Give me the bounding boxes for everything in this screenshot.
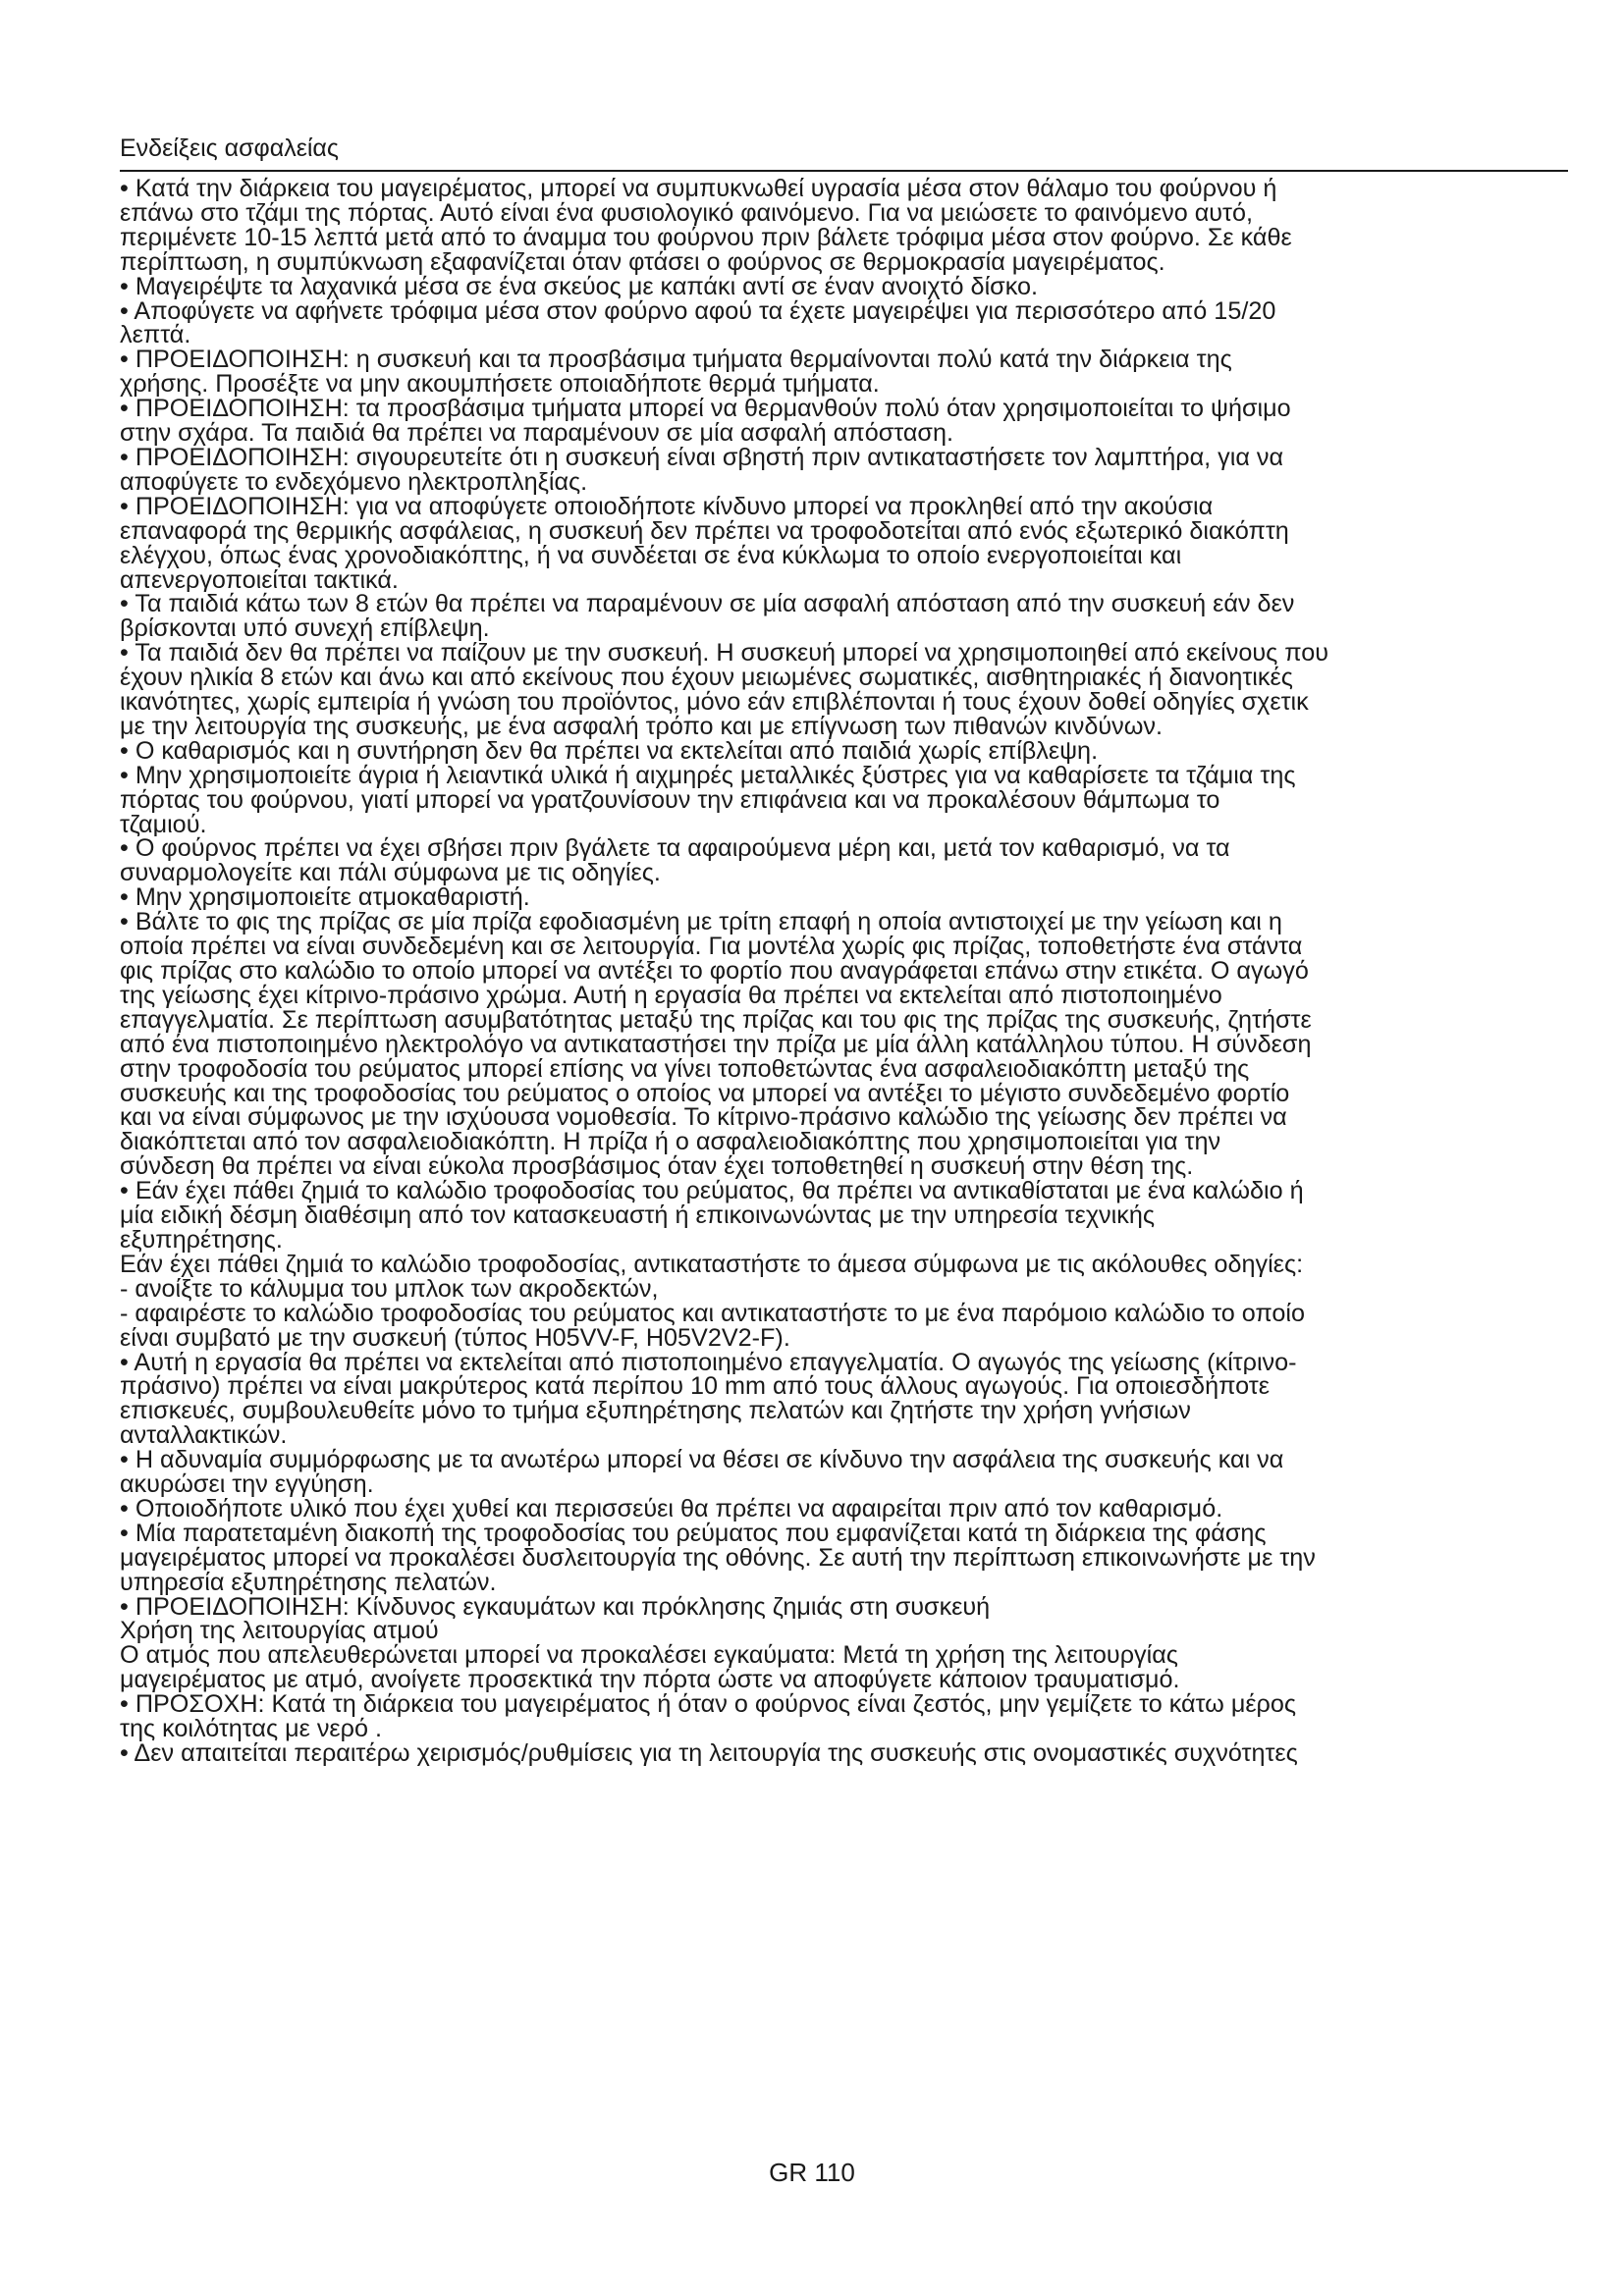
text-line: - ανοίξτε το κάλυμμα του μπλοκ των ακροδεκτών, — [120, 1276, 659, 1302]
text-line: • Κατά την διάρκεια του μαγειρέματος, μπορεί να συμπυκνωθεί υγρασία μέσα στον θάλαμο του φούρνου ή — [120, 177, 1277, 201]
text-line: ακυρώσει την εγγύηση. — [120, 1472, 374, 1497]
text-line: μαγειρέματος μπορεί να προκαλέσει δυσλειτουργία της οθόνης. Σε αυτή την περίπτωση επικοινωνήστε με την — [120, 1545, 1316, 1571]
text-line: επισκευές, συμβουλευθείτε μόνο το τμήμα εξυπηρέτησης πελατών και ζητήστε την χρήση γνήσιων — [120, 1399, 1191, 1424]
text-line: διακόπτεται από τον ασφαλειοδιακόπτη. Η πρίζα ή ο ασφαλειοδιακόπτης που χρησιμοποιείται για την — [120, 1130, 1221, 1155]
text-line: συσκευής και της τροφοδοσίας του ρεύματος ο οποίος να μπορεί να αντέξει το μέγιστο συνδεδεμένο φορτίο — [120, 1081, 1290, 1106]
text-line: πράσινο) πρέπει να είναι μακρύτερος κατά περίπου 10 mm από τους άλλους αγωγούς. Για οποιεσδήποτε — [120, 1374, 1270, 1400]
text-line: εξυπηρέτησης. — [120, 1227, 283, 1253]
text-line: • Τα παιδιά κάτω των 8 ετών θα πρέπει να παραμένουν σε μία ασφαλή απόσταση από την συσκευή εάν δεν — [120, 592, 1295, 617]
text-line: • Τα παιδιά δεν θα πρέπει να παίζουν με την συσκευή. Η συσκευή μπορεί να χρησιμοποιηθεί από εκείνους που — [120, 641, 1329, 667]
text-line: • Ο φούρνος πρέπει να έχει σβήσει πριν βγάλετε τα αφαιρούμενα μέρη και, μετά τον καθαρισμό, να τα — [120, 836, 1230, 862]
text-line: - αφαιρέστε το καλώδιο τροφοδοσίας του ρεύματος και αντικαταστήστε το με ένα παρόμοιο καλώδιο το οποίο — [120, 1301, 1306, 1326]
text-line: • ΠΡΟΕΙΔΟΠΟΙΗΣΗ: για να αποφύγετε οποιοδήποτε κίνδυνο μπορεί να προκληθεί από την ακούσια — [120, 494, 1214, 519]
text-line: τζαμιού. — [120, 812, 207, 837]
text-line: • Δεν απαιτείται περαιτέρω χειρισμός/ρυθμίσεις για τη λειτουργία της συσκευής στις ονομαστικές συχνότητες — [120, 1741, 1298, 1766]
text-line: μία ειδική δέσμη διαθέσιμη από τον κατασκευαστή ή επικοινωνώντας με την υπηρεσία τεχνικής — [120, 1203, 1155, 1228]
text-line: με την λειτουργία της συσκευής, με ένα ασφαλή τρόπο και με επίγνωση των πιθανών κινδύνων. — [120, 714, 1163, 739]
text-line: από ένα πιστοποιημένο ηλεκτρολόγο να αντικαταστήσει την πρίζα με μία άλλη κατάλληλου τύπου. Η σύνδεση — [120, 1032, 1312, 1057]
text-line: ανταλλακτικών. — [120, 1423, 288, 1449]
text-line: • Οποιοδήποτε υλικό που έχει χυθεί και περισσεύει θα πρέπει να αφαιρείται πριν από τον καθαρισμό. — [120, 1496, 1223, 1522]
text-line: • Βάλτε το φις της πρίζας σε μία πρίζα εφοδιασμένη με τρίτη επαφή η οποία αντιστοιχεί με την γείωση και η — [120, 910, 1282, 935]
text-line: σύνδεση θα πρέπει να είναι εύκολα προσβάσιμος όταν έχει τοποθετηθεί η συσκευή στην θέση της. — [120, 1154, 1194, 1180]
text-line: επαναφορά της θερμικής ασφάλειας, η συσκευή δεν πρέπει να τροφοδοτείται από ενός εξωτερικό διακόπτη — [120, 518, 1289, 544]
text-line: Χρήση της λειτουργίας ατμού — [120, 1619, 439, 1644]
text-line: αποφύγετε το ενδεχόμενο ηλεκτροπληξίας. — [120, 469, 588, 495]
text-line: • Μην χρησιμοποιείτε ατμοκαθαριστή. — [120, 885, 530, 911]
safety-instructions-text — [120, 177, 1565, 2150]
text-line: χρήσης. Προσέξτε να μην ακουμπήσετε οποιαδήποτε θερμά τμήματα. — [120, 372, 880, 398]
text-line: λεπτά. — [120, 323, 191, 348]
text-line: Εάν έχει πάθει ζημιά το καλώδιο τροφοδοσίας, αντικαταστήστε το άμεσα σύμφωνα με τις ακόλουθες οδηγίες: — [120, 1252, 1304, 1277]
text-line: βρίσκονται υπό συνεχή επίβλεψη. — [120, 616, 490, 642]
text-line: • Μία παρατεταμένη διακοπή της τροφοδοσίας του ρεύματος που εμφανίζεται κατά τη διάρκεια της φάσης — [120, 1521, 1267, 1546]
text-line: έχουν ηλικία 8 ετών και άνω και από εκείνους που έχουν μειωμένες σωματικές, αισθητηριακές ή διανοητικές — [120, 666, 1293, 691]
text-line: μαγειρέματος με ατμό, ανοίγετε προσεκτικά την πόρτα ώστε να αποφύγετε κάποιον τραυματισμό. — [120, 1668, 1180, 1693]
text-line: • Αποφύγετε να αφήνετε τρόφιμα μέσα στον φούρνο αφού τα έχετε μαγειρέψει για περισσότερο από 15/20 — [120, 298, 1276, 324]
text-line: συναρμολογείτε και πάλι σύμφωνα με τις οδηγίες. — [120, 861, 661, 886]
text-line: και να είναι σύμφωνος με την ισχύουσα νομοθεσία. Το κίτρινο-πράσινο καλώδιο της γείωσης δεν πρέπει να — [120, 1105, 1287, 1131]
section-heading: Ενδείξεις ασφαλείας — [120, 134, 339, 162]
text-line: στην τροφοδοσία του ρεύματος μπορεί επίσης να γίνει τοποθετώντας ένα ασφαλειοδιακόπτη μεταξύ της — [120, 1056, 1250, 1082]
page-number: GR 110 — [769, 2158, 855, 2187]
text-line: • ΠΡΟΣΟΧΗ: Κατά τη διάρκεια του μαγειρέματος ή όταν ο φούρνος είναι ζεστός, μην γεμίζετε το κάτω μέρος — [120, 1692, 1297, 1718]
text-line: είναι συμβατό με την συσκευή (τύπος H05VV-F, H05V2V2-F). — [120, 1325, 790, 1351]
text-line: • Ο καθαρισμός και η συντήρηση δεν θα πρέπει να εκτελείται από παιδιά χωρίς επίβλεψη. — [120, 738, 1099, 764]
text-line: • Μαγειρέψτε τα λαχανικά μέσα σε ένα σκεύος με καπάκι αντί σε έναν ανοιχτό δίσκο. — [120, 274, 1039, 299]
text-line: οποία πρέπει να είναι συνδεδεμένη και σε λειτουργία. Για μοντέλα χωρίς φις πρίζας, τοποθετήστε ένα στάντα — [120, 934, 1303, 959]
text-line: πόρτας του φούρνου, γιατί μπορεί να γρατζουνίσουν την επιφάνεια και να προκαλέσουν θάμπωμα το — [120, 787, 1220, 813]
text-line: επάνω στο τζάμι της πόρτας. Αυτό είναι ένα φυσιολογικό φαινόμενο. Για να μειώσετε το φαινόμενο αυτό, — [120, 200, 1254, 226]
text-line: • Αυτή η εργασία θα πρέπει να εκτελείται από πιστοποιημένο επαγγελματία. Ο αγωγός της γείωσης (κίτρινο- — [120, 1350, 1297, 1375]
text-line: • ΠΡΟΕΙΔΟΠΟΙΗΣΗ: Κίνδυνος εγκαυμάτων και πρόκλησης ζημιάς στη συσκευή — [120, 1594, 991, 1620]
text-line: υπηρεσία εξυπηρέτησης πελατών. — [120, 1570, 497, 1595]
text-line: • ΠΡΟΕΙΔΟΠΟΙΗΣΗ: τα προσβάσιμα τμήματα μπορεί να θερμανθούν πολύ όταν χρησιμοποιείται το ψήσιμο — [120, 397, 1291, 422]
text-line: απενεργοποιείται τακτικά. — [120, 567, 399, 593]
text-line: της κοιλότητας με νερό . — [120, 1717, 382, 1741]
text-line: περίπτωση, η συμπύκνωση εξαφανίζεται όταν φτάσει ο φούρνος σε θερμοκρασία μαγειρέματος. — [120, 249, 1165, 275]
text-line: ελέγχου, όπως ένας χρονοδιακόπτης, ή να συνδέεται σε ένα κύκλωμα το οποίο ενεργοποιείται και — [120, 543, 1182, 568]
text-line: στην σχάρα. Τα παιδιά θα πρέπει να παραμένουν σε μία ασφαλή απόσταση. — [120, 421, 953, 446]
heading-divider — [120, 170, 1568, 172]
text-line: φις πρίζας στο καλώδιο το οποίο μπορεί να αντέξει το φορτίο που αναγράφεται επάνω στην ετικέτα. Ο αγωγό — [120, 959, 1309, 984]
text-line: της γείωσης έχει κίτρινο-πράσινο χρώμα. Αυτή η εργασία θα πρέπει να εκτελείται από πιστοποιημένο — [120, 983, 1222, 1008]
text-line: περιμένετε 10-15 λεπτά μετά από το άναμμα του φούρνου πριν βάλετε τρόφιμα μέσα στον φούρνο. Σε κάθε — [120, 225, 1292, 250]
text-line: • Η αδυναμία συμμόρφωσης με τα ανωτέρω μπορεί να θέσει σε κίνδυνο την ασφάλεια της συσκευής και να — [120, 1448, 1284, 1473]
text-line: επαγγελματία. Σε περίπτωση ασυμβατότητας μεταξύ της πρίζας και του φις της πρίζας της συσκευής, ζητήστε — [120, 1007, 1312, 1033]
text-line: • ΠΡΟΕΙΔΟΠΟΙΗΣΗ: η συσκευή και τα προσβάσιμα τμήματα θερμαίνονται πολύ κατά την διάρκεια της — [120, 347, 1232, 373]
text-line: ικανότητες, χωρίς εμπειρία ή γνώση του προϊόντος, μόνο εάν επιβλέπονται ή τους έχουν δοθεί οδηγίες σχετικ — [120, 690, 1309, 715]
text-line: • Εάν έχει πάθει ζημιά το καλώδιο τροφοδοσίας του ρεύματος, θα πρέπει να αντικαθίσταται με ένα καλώδιο ή — [120, 1179, 1304, 1204]
text-line: • ΠΡΟΕΙΔΟΠΟΙΗΣΗ: σιγουρευτείτε ότι η συσκευή είναι σβηστή πριν αντικαταστήσετε τον λαμπτήρα, για να — [120, 445, 1284, 470]
text-line: • Μην χρησιμοποιείτε άγρια ή λειαντικά υλικά ή αιχμηρές μεταλλικές ξύστρες για να καθαρίσετε τα τζάμια της — [120, 763, 1296, 788]
text-line: Ο ατμός που απελευθερώνεται μπορεί να προκαλέσει εγκαύματα: Μετά τη χρήση της λειτουργίας — [120, 1643, 1178, 1669]
